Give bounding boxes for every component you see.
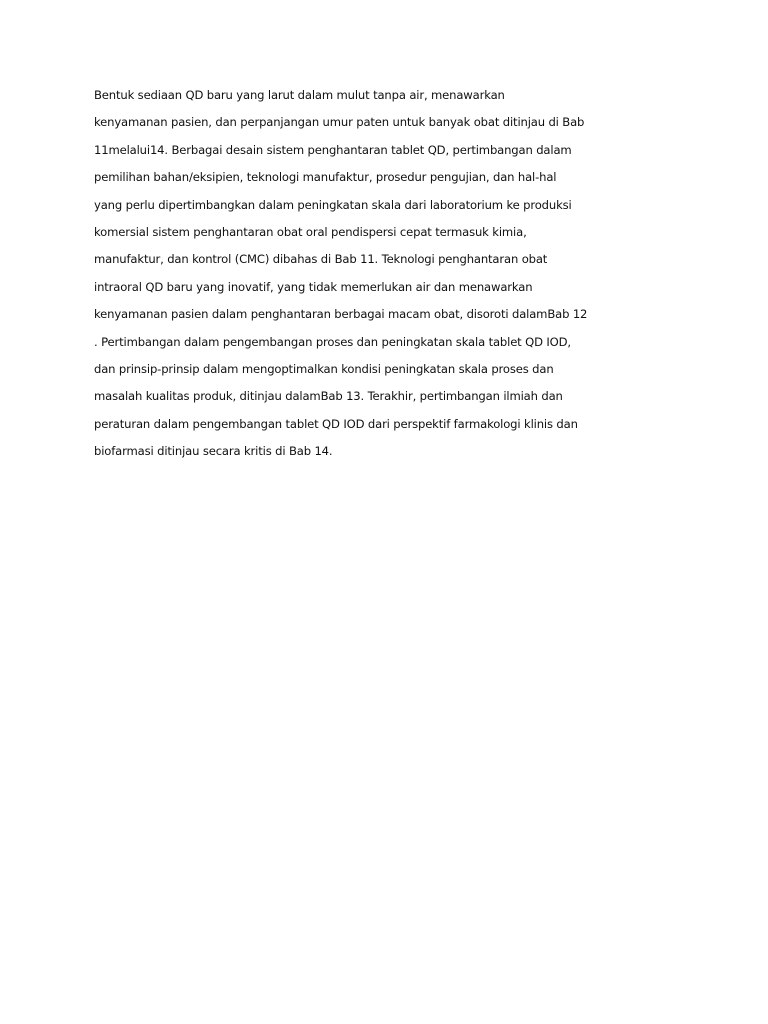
text-line: kenyamanan pasien dalam penghantaran berbagai macam obat, disoroti dalamBab 12 [94,307,588,322]
text-line: pemilihan bahan/eksipien, teknologi manufaktur, prosedur pengujian, dan hal-hal [94,170,557,185]
text-line: dan prinsip-prinsip dalam mengoptimalkan kondisi peningkatan skala proses dan [94,361,554,376]
text-line: manufaktur, dan kontrol (CMC) dibahas di Bab 11. Teknologi penghantaran obat [94,252,548,267]
text-line: biofarmasi ditinjau secara kritis di Bab 14. [94,444,333,459]
text-line: Bentuk sediaan QD baru yang larut dalam mulut tanpa air, menawarkan [94,88,505,102]
text-line: masalah kualitas produk, ditinjau dalamBab 13. Terakhir, pertimbangan ilmiah dan [94,389,563,404]
text-line: intraoral QD baru yang inovatif, yang tidak memerlukan air dan menawarkan [94,279,533,294]
text-line: . Pertimbangan dalam pengembangan proses dan peningkatan skala tablet QD IOD, [94,334,571,349]
text-line: 11melalui14. Berbagai desain sistem penghantaran tablet QD, pertimbangan dalam [94,142,572,157]
text-line: kenyamanan pasien, dan perpanjangan umur paten untuk banyak obat ditinjau di Bab [94,115,585,130]
text-line: yang perlu dipertimbangkan dalam peningkatan skala dari laboratorium ke produksi [94,197,572,212]
text-line: komersial sistem penghantaran obat oral pendispersi cepat termasuk kimia, [94,224,527,239]
text-line: peraturan dalam pengembangan tablet QD IOD dari perspektif farmakologi klinis dan [94,416,578,431]
body-paragraph [94,84,614,467]
